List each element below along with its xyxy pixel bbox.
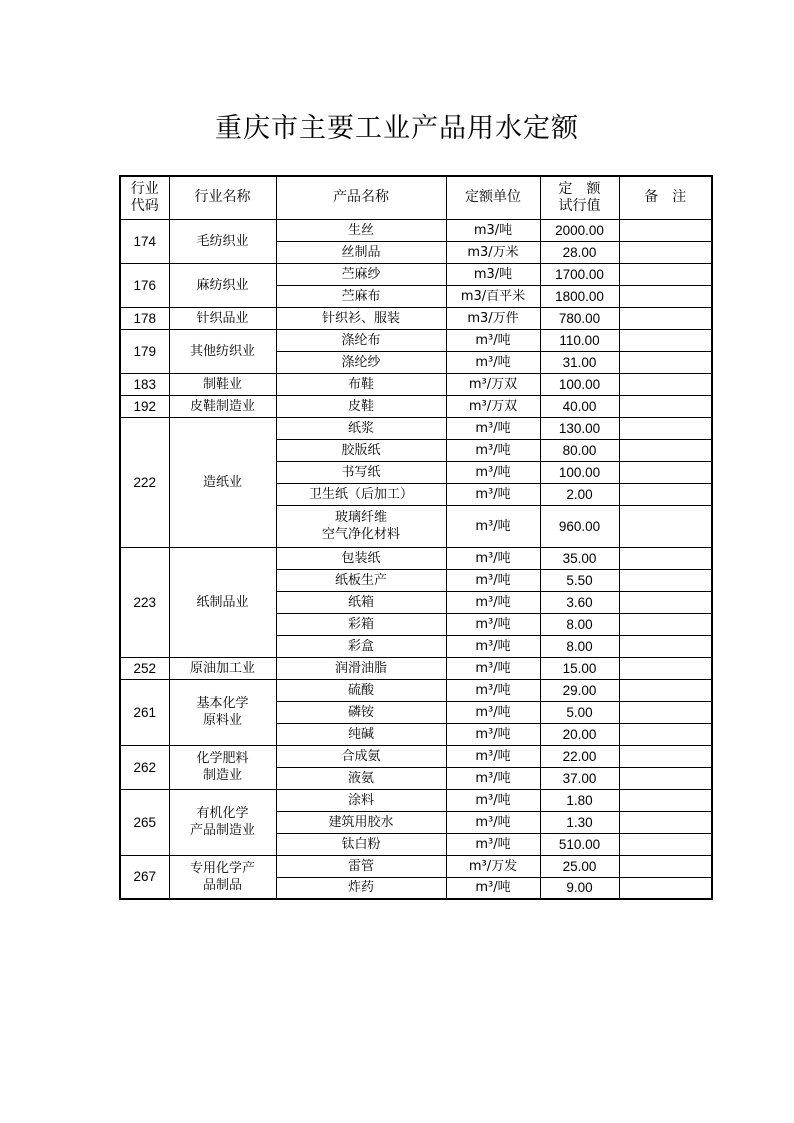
product-name-cell: 纸浆 xyxy=(276,417,446,439)
page-title: 重庆市主要工业产品用水定额 xyxy=(215,113,579,144)
industry-name-cell: 皮鞋制造业 xyxy=(169,395,276,417)
quota-value-cell: 8.00 xyxy=(540,613,619,635)
product-name-cell: 苎麻布 xyxy=(276,285,446,307)
product-name-cell: 苎麻纱 xyxy=(276,263,446,285)
remark-cell xyxy=(619,591,712,613)
remark-cell xyxy=(619,745,712,767)
header-code: 行业 代码 xyxy=(120,176,169,219)
product-name-cell: 纯碱 xyxy=(276,723,446,745)
quota-unit-cell: m³/吨 xyxy=(446,833,540,855)
remark-cell xyxy=(619,723,712,745)
product-name-cell: 彩盒 xyxy=(276,635,446,657)
quota-unit-cell: m3/百平米 xyxy=(446,285,540,307)
product-name-cell: 卫生纸（后加工） xyxy=(276,483,446,505)
product-name-cell: 硫酸 xyxy=(276,679,446,701)
industry-name-cell: 专用化学产 品制品 xyxy=(169,855,276,899)
remark-cell xyxy=(619,439,712,461)
quota-unit-cell: m3/吨 xyxy=(446,219,540,241)
industry-code-cell: 176 xyxy=(120,263,169,307)
product-name-cell: 涤纶布 xyxy=(276,329,446,351)
industry-name-cell: 针织品业 xyxy=(169,307,276,329)
quota-unit-cell: m³/吨 xyxy=(446,635,540,657)
remark-cell xyxy=(619,307,712,329)
industry-name-cell: 基本化学 原料业 xyxy=(169,679,276,745)
remark-cell xyxy=(619,547,712,569)
remark-cell xyxy=(619,219,712,241)
remark-cell xyxy=(619,483,712,505)
header-product: 产品名称 xyxy=(276,176,446,219)
industry-name-cell: 纸制品业 xyxy=(169,547,276,657)
quota-value-cell: 1.80 xyxy=(540,789,619,811)
quota-unit-cell: m³/吨 xyxy=(446,547,540,569)
table-row xyxy=(120,789,712,811)
table-row xyxy=(120,329,712,351)
quota-unit-cell: m³/吨 xyxy=(446,351,540,373)
product-name-cell: 磷铵 xyxy=(276,701,446,723)
table-body xyxy=(120,219,712,899)
quota-unit-cell: m3/万件 xyxy=(446,307,540,329)
header-unit: 定额单位 xyxy=(446,176,540,219)
quota-value-cell: 37.00 xyxy=(540,767,619,789)
table-row xyxy=(120,657,712,679)
quota-value-cell: 15.00 xyxy=(540,657,619,679)
remark-cell xyxy=(619,833,712,855)
product-name-cell: 针织衫、服装 xyxy=(276,307,446,329)
product-name-cell: 润滑油脂 xyxy=(276,657,446,679)
quota-value-cell: 8.00 xyxy=(540,635,619,657)
quota-unit-cell: m³/吨 xyxy=(446,329,540,351)
quota-unit-cell: m³/吨 xyxy=(446,767,540,789)
product-name-cell: 纸箱 xyxy=(276,591,446,613)
remark-cell xyxy=(619,417,712,439)
quota-unit-cell: m3/吨 xyxy=(446,263,540,285)
industry-name-cell: 制鞋业 xyxy=(169,373,276,395)
industry-code-cell: 265 xyxy=(120,789,169,855)
quota-unit-cell: m³/吨 xyxy=(446,461,540,483)
product-name-cell: 布鞋 xyxy=(276,373,446,395)
industry-code-cell: 178 xyxy=(120,307,169,329)
industry-code-cell: 262 xyxy=(120,745,169,789)
quota-unit-cell: m³/万发 xyxy=(446,855,540,877)
table-row xyxy=(120,395,712,417)
quota-value-cell: 35.00 xyxy=(540,547,619,569)
quota-unit-cell: m³/吨 xyxy=(446,723,540,745)
remark-cell xyxy=(619,613,712,635)
product-name-cell: 胶版纸 xyxy=(276,439,446,461)
quota-value-cell: 510.00 xyxy=(540,833,619,855)
quota-unit-cell: m³/吨 xyxy=(446,679,540,701)
quota-value-cell: 2000.00 xyxy=(540,219,619,241)
remark-cell xyxy=(619,395,712,417)
product-name-cell: 皮鞋 xyxy=(276,395,446,417)
remark-cell xyxy=(619,877,712,899)
quota-unit-cell: m³/吨 xyxy=(446,417,540,439)
product-name-cell: 彩箱 xyxy=(276,613,446,635)
quota-value-cell: 40.00 xyxy=(540,395,619,417)
table-row xyxy=(120,745,712,767)
quota-unit-cell: m³/吨 xyxy=(446,591,540,613)
product-name-cell: 钛白粉 xyxy=(276,833,446,855)
remark-cell xyxy=(619,569,712,591)
product-name-cell: 炸药 xyxy=(276,877,446,899)
product-name-cell: 丝制品 xyxy=(276,241,446,263)
product-name-cell: 涤纶纱 xyxy=(276,351,446,373)
industry-name-cell: 造纸业 xyxy=(169,417,276,547)
table-row xyxy=(120,263,712,285)
industry-code-cell: 183 xyxy=(120,373,169,395)
industry-name-cell: 有机化学 产品制造业 xyxy=(169,789,276,855)
industry-name-cell: 麻纺织业 xyxy=(169,263,276,307)
table-row xyxy=(120,679,712,701)
quota-unit-cell: m³/吨 xyxy=(446,877,540,899)
product-name-cell: 玻璃纤维 空气净化材料 xyxy=(276,505,446,547)
remark-cell xyxy=(619,241,712,263)
remark-cell xyxy=(619,789,712,811)
quota-unit-cell: m³/吨 xyxy=(446,745,540,767)
industry-code-cell: 252 xyxy=(120,657,169,679)
quota-value-cell: 1700.00 xyxy=(540,263,619,285)
table-row xyxy=(120,307,712,329)
quota-unit-cell: m³/吨 xyxy=(446,439,540,461)
industry-name-cell: 其他纺织业 xyxy=(169,329,276,373)
remark-cell xyxy=(619,329,712,351)
quota-value-cell: 5.00 xyxy=(540,701,619,723)
product-name-cell: 书写纸 xyxy=(276,461,446,483)
quota-value-cell: 130.00 xyxy=(540,417,619,439)
quota-value-cell: 780.00 xyxy=(540,307,619,329)
industry-name-cell: 化学肥料 制造业 xyxy=(169,745,276,789)
quota-value-cell: 110.00 xyxy=(540,329,619,351)
quota-unit-cell: m3/万米 xyxy=(446,241,540,263)
remark-cell xyxy=(619,263,712,285)
header-industry: 行业名称 xyxy=(169,176,276,219)
quota-value-cell: 28.00 xyxy=(540,241,619,263)
quota-unit-cell: m³/吨 xyxy=(446,789,540,811)
table-row xyxy=(120,417,712,439)
quota-value-cell: 2.00 xyxy=(540,483,619,505)
water-quota-table xyxy=(119,175,713,900)
quota-value-cell: 9.00 xyxy=(540,877,619,899)
product-name-cell: 液氨 xyxy=(276,767,446,789)
quota-unit-cell: m³/吨 xyxy=(446,701,540,723)
remark-cell xyxy=(619,635,712,657)
quota-value-cell: 22.00 xyxy=(540,745,619,767)
remark-cell xyxy=(619,351,712,373)
header-remark: 备 注 xyxy=(619,176,712,219)
remark-cell xyxy=(619,855,712,877)
quota-unit-cell: m³/吨 xyxy=(446,657,540,679)
quota-unit-cell: m³/万双 xyxy=(446,373,540,395)
quota-value-cell: 31.00 xyxy=(540,351,619,373)
remark-cell xyxy=(619,373,712,395)
quota-value-cell: 100.00 xyxy=(540,373,619,395)
quota-value-cell: 5.50 xyxy=(540,569,619,591)
product-name-cell: 生丝 xyxy=(276,219,446,241)
industry-code-cell: 267 xyxy=(120,855,169,899)
quota-unit-cell: m³/吨 xyxy=(446,483,540,505)
remark-cell xyxy=(619,285,712,307)
industry-name-cell: 毛纺织业 xyxy=(169,219,276,263)
table-row xyxy=(120,219,712,241)
quota-value-cell: 960.00 xyxy=(540,505,619,547)
remark-cell xyxy=(619,679,712,701)
table-row xyxy=(120,547,712,569)
quota-unit-cell: m³/吨 xyxy=(446,811,540,833)
remark-cell xyxy=(619,657,712,679)
quota-value-cell: 20.00 xyxy=(540,723,619,745)
quota-value-cell: 3.60 xyxy=(540,591,619,613)
product-name-cell: 包装纸 xyxy=(276,547,446,569)
industry-name-cell: 原油加工业 xyxy=(169,657,276,679)
industry-code-cell: 261 xyxy=(120,679,169,745)
product-name-cell: 建筑用胶水 xyxy=(276,811,446,833)
industry-code-cell: 222 xyxy=(120,417,169,547)
quota-unit-cell: m³/吨 xyxy=(446,613,540,635)
quota-unit-cell: m³/吨 xyxy=(446,569,540,591)
remark-cell xyxy=(619,461,712,483)
product-name-cell: 涂料 xyxy=(276,789,446,811)
quota-value-cell: 80.00 xyxy=(540,439,619,461)
remark-cell xyxy=(619,505,712,547)
quota-unit-cell: m³/万双 xyxy=(446,395,540,417)
industry-code-cell: 192 xyxy=(120,395,169,417)
industry-code-cell: 179 xyxy=(120,329,169,373)
quota-value-cell: 1.30 xyxy=(540,811,619,833)
quota-value-cell: 25.00 xyxy=(540,855,619,877)
table-row xyxy=(120,855,712,877)
table-row xyxy=(120,373,712,395)
remark-cell xyxy=(619,811,712,833)
quota-unit-cell: m³/吨 xyxy=(446,505,540,547)
product-name-cell: 雷管 xyxy=(276,855,446,877)
industry-code-cell: 223 xyxy=(120,547,169,657)
quota-value-cell: 100.00 xyxy=(540,461,619,483)
product-name-cell: 合成氨 xyxy=(276,745,446,767)
header-quota: 定 额 试行值 xyxy=(540,176,619,219)
quota-value-cell: 1800.00 xyxy=(540,285,619,307)
quota-value-cell: 29.00 xyxy=(540,679,619,701)
industry-code-cell: 174 xyxy=(120,219,169,263)
header-row xyxy=(120,176,712,219)
remark-cell xyxy=(619,767,712,789)
remark-cell xyxy=(619,701,712,723)
product-name-cell: 纸板生产 xyxy=(276,569,446,591)
